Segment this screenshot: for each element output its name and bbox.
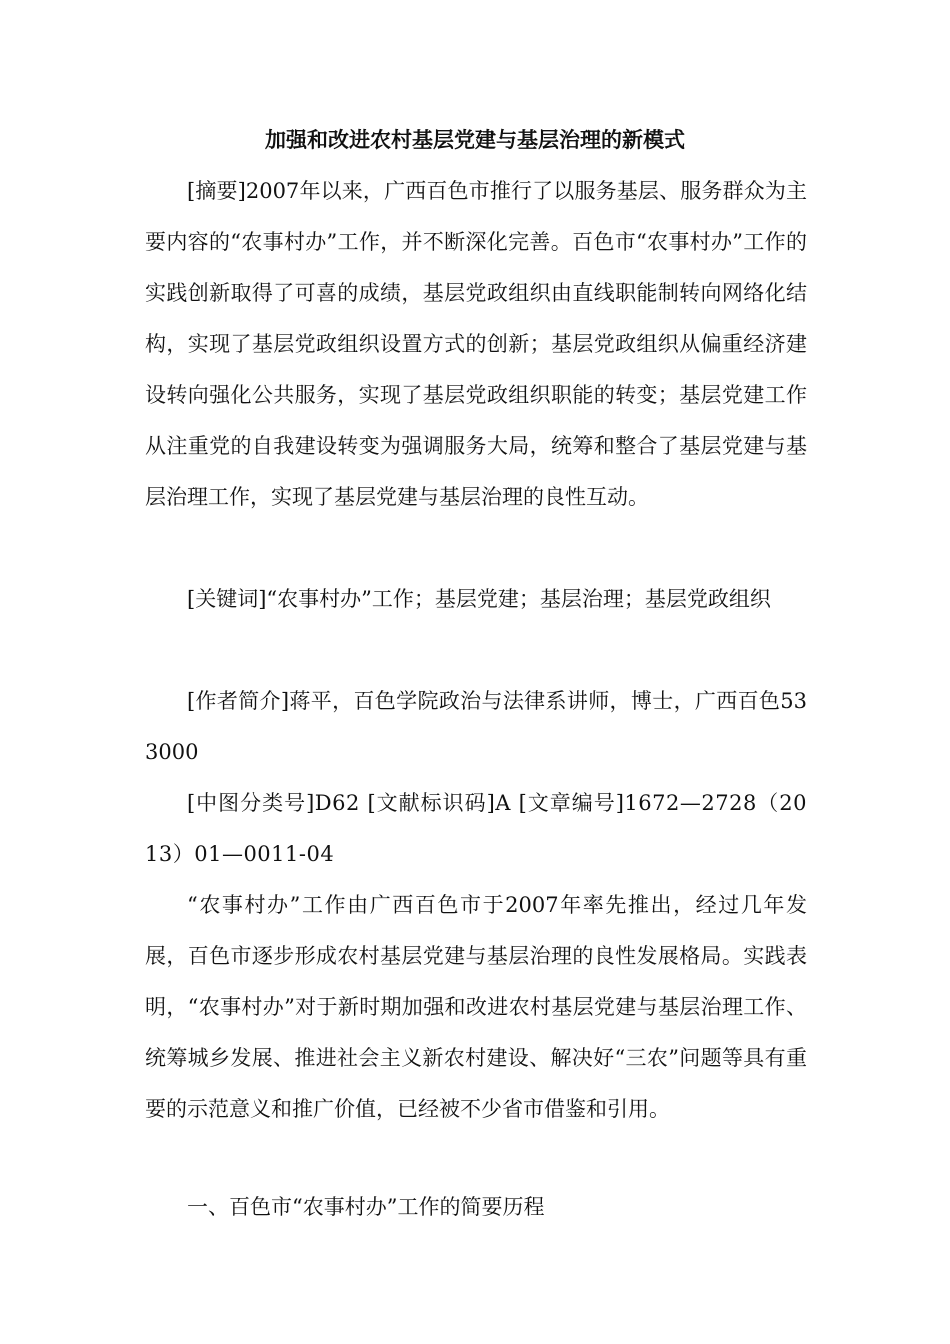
keywords-paragraph: [关键词]“农事村办”工作；基层党建；基层治理；基层党政组织 [187, 587, 771, 611]
author-info-paragraph: [作者简介]蒋平，百色学院政治与法律系讲师，博士，广西百色533000 [145, 689, 807, 764]
abstract-paragraph: [摘要]2007年以来，广西百色市推行了以服务基层、服务群众为主要内容的“农事村办”工作，并不断深化完善。百色市“农事村办”工作的实践创新取得了可喜的成绩，基层党政组织由直线职能制转向网络化结构，实现了基层党政组织设置方式的创新；基层党政组织从偏重经济建设转向强化公共服务，实现了基层党政组织职能的转变；基层党建工作从注重党的自我建设转变为强调服务大局，统筹和整合了基层党建与基层治理工作，实现了基层党建与基层治理的良性互动。 [145, 179, 807, 509]
classification-paragraph: [中图分类号]D62 [文献标识码]A [文章编号]1672—2728（2013）01—0011-04 [145, 791, 807, 866]
section-heading: 一、百色市“农事村办”工作的简要历程 [187, 1195, 545, 1219]
document-title: 加强和改进农村基层党建与基层治理的新模式 [265, 127, 685, 152]
intro-paragraph: “农事村办”工作由广西百色市于2007年率先推出，经过几年发展，百色市逐步形成农村基层党建与基层治理的良性发展格局。实践表明，“农事村办”对于新时期加强和改进农村基层党建与基层治理工作、统筹城乡发展、推进社会主义新农村建设、解决好“三农”问题等具有重要的示范意义和推广价值，已经被不少省市借鉴和引用。 [145, 893, 807, 1121]
